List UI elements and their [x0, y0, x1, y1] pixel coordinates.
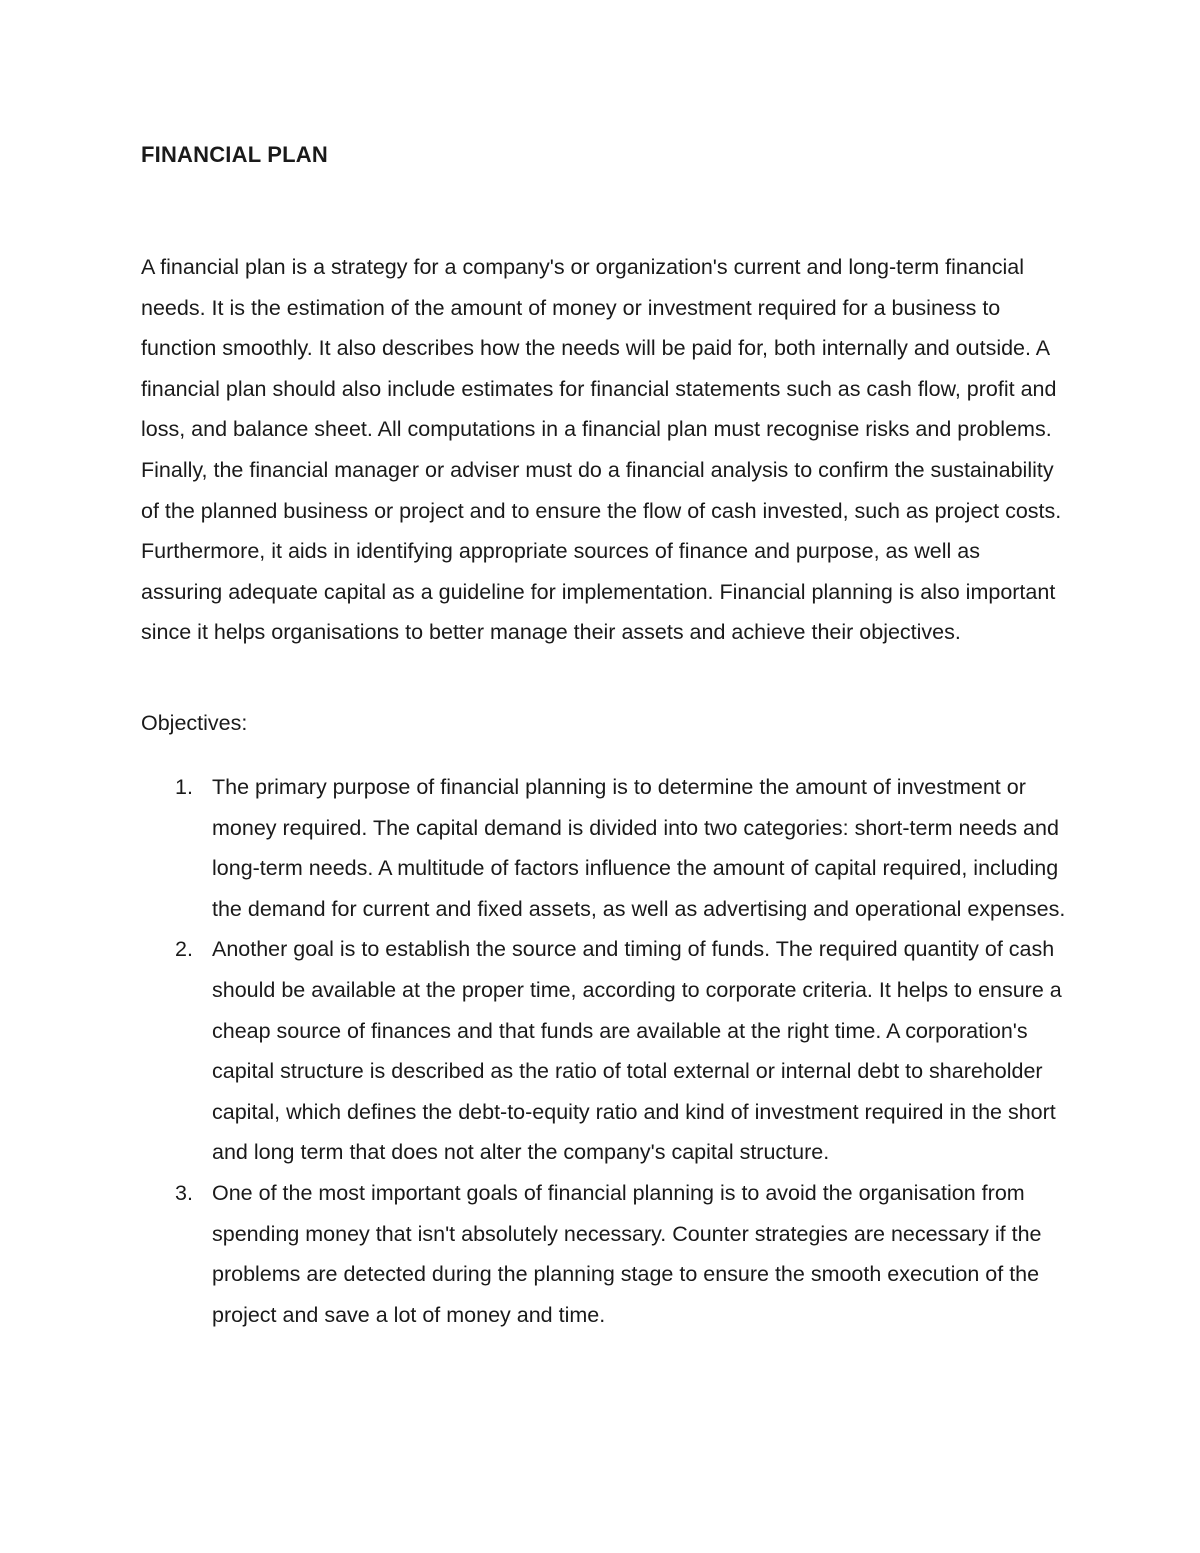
document-title: FINANCIAL PLAN — [141, 142, 328, 167]
list-item-text: One of the most important goals of financial planning is to avoid the organisation from spending money that isn't absolutely necessary. Counter strategies are necessary if the problems are detected during the planning stage to ensure the smooth execution of the project and save a lot of money and time. — [212, 1180, 1042, 1327]
list-item-text: The primary purpose of financial planning is to determine the amount of investment or money required. The capital demand is divided into two categories: short-term needs and long-term needs. A multitude of factors influence the amount of capital required, including the demand for current and fixed assets, as well as advertising and operational expenses. — [212, 775, 1066, 921]
list-item-number: 2. — [175, 937, 193, 962]
list-item — [141, 929, 1066, 1173]
list-item — [141, 767, 1066, 929]
list-item-text: Another goal is to establish the source and timing of funds. The required quantity of cash should be available at the proper time, according to corporate criteria. It helps to ensure a cheap source of finances and that funds are available at the right time. A corporation's capital structure is described as the ratio of total external or internal debt to shareholder capital, which defines the debt-to-equity ratio and kind of investment required in the short and long term that does not alter the company's capital structure. — [212, 937, 1062, 1165]
list-item-number: 1. — [175, 775, 193, 799]
intro-paragraph: A financial plan is a strategy for a company's or organization's current and long-term financial needs. It is the estimation of the amount of money or investment required for a business to function smoothly. It also describes how the needs will be paid for, both internally and outside. A financial plan should also include estimates for financial statements such as cash flow, profit and loss, and balance sheet. All computations in a financial plan must recognise risks and problems. Finally, the financial manager or adviser must do a financial analysis to confirm the sustainability of the planned business or project and to ensure the flow of cash invested, such as project costs. Furthermore, it aids in identifying appropriate sources of finance and purpose, as well as assuring adequate capital as a guideline for implementation. Financial planning is also important since it helps organisations to better manage their assets and achieve their objectives. — [141, 255, 1062, 645]
objectives-heading: Objectives: — [141, 711, 248, 735]
objectives-list — [141, 767, 1066, 1335]
list-item — [141, 1173, 1066, 1335]
list-item-number: 3. — [175, 1180, 193, 1205]
